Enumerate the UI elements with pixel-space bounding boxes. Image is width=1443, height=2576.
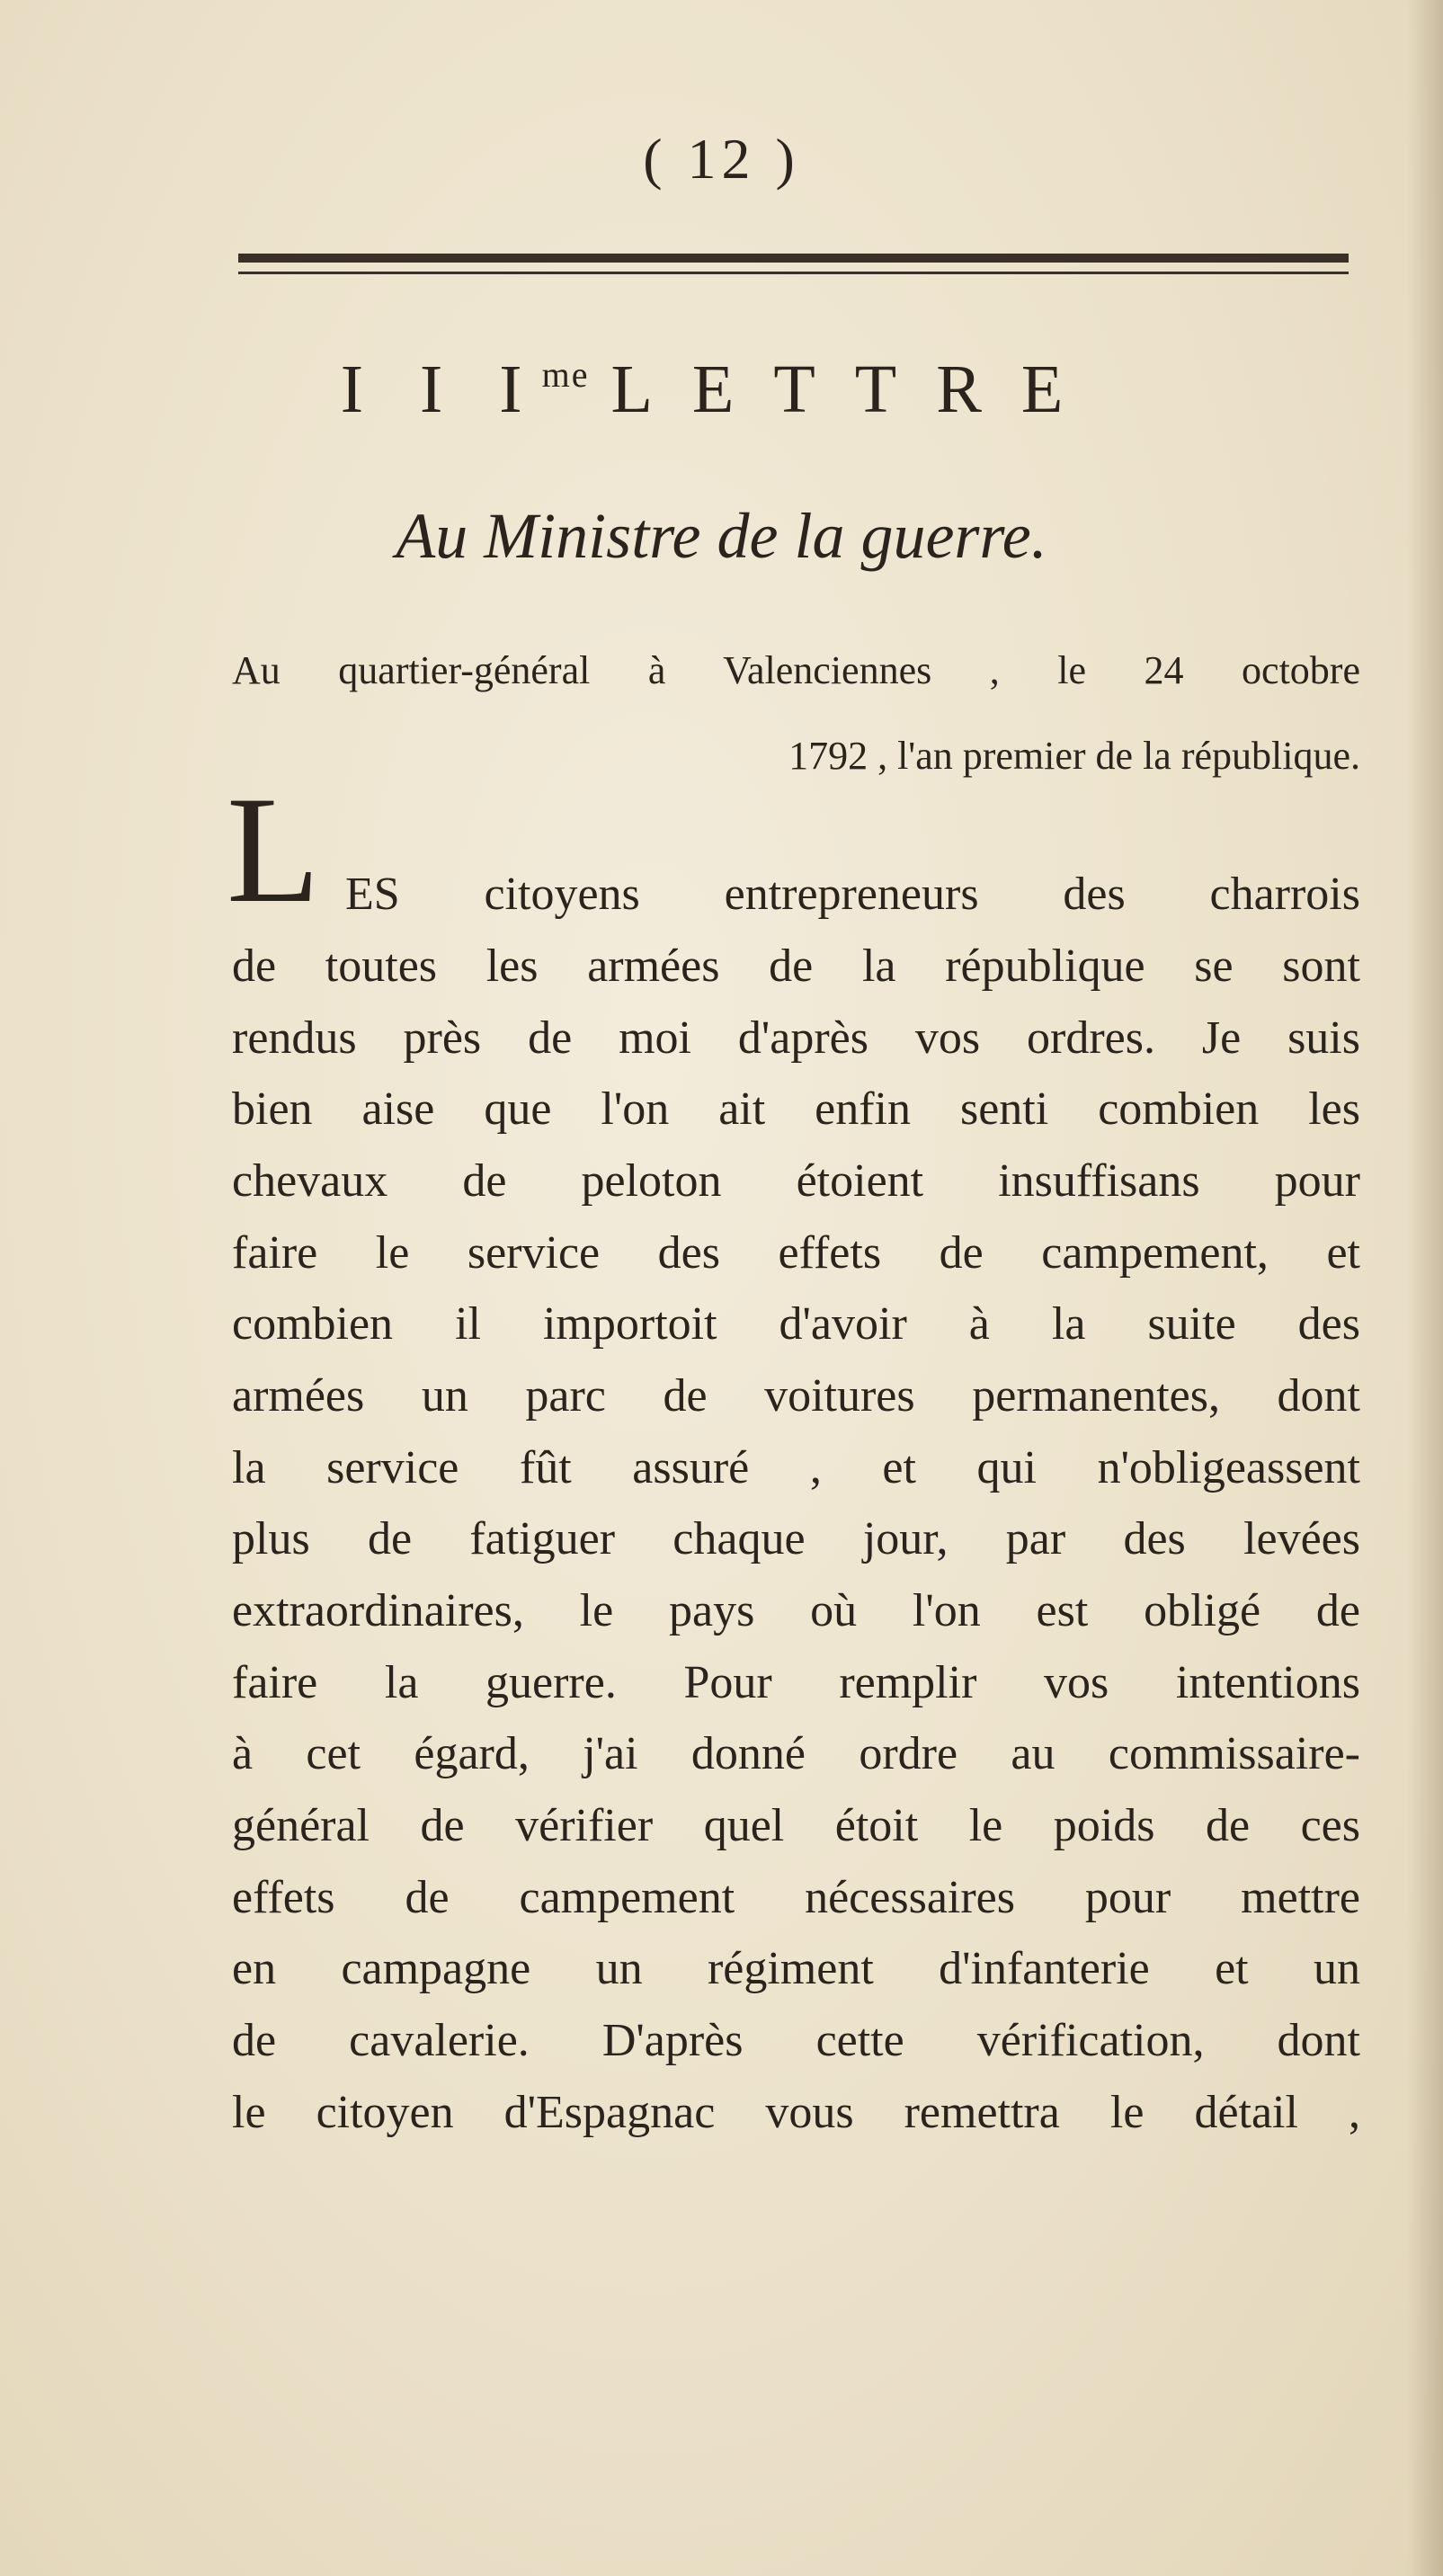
dateline-line-1: Au quartier-général à Valenciennes , le 24 octobre xyxy=(232,648,1360,692)
body-line: ES citoyens entrepreneurs des charrois xyxy=(345,869,1360,920)
heading-word: LETTRE xyxy=(610,352,1103,427)
body-line: chevaux de peloton étoient insuffisans pour xyxy=(232,1155,1360,1207)
body-line: la service fût assuré , et qui n'obligeassent xyxy=(232,1442,1360,1493)
body-line: effets de campement nécessaires pour mettre xyxy=(232,1872,1360,1923)
body-line: le citoyen d'Espagnac vous remettra le détail , xyxy=(232,2087,1360,2138)
body-line: rendus près de moi d'après vos ordres. Je suis xyxy=(232,1012,1360,1064)
body-line: faire la guerre. Pour remplir vos intentions xyxy=(232,1657,1360,1708)
addressee-line: Au Ministre de la guerre. xyxy=(396,500,1047,572)
body-line: de toutes les armées de la république se sont xyxy=(232,940,1360,992)
body-line: général de vérifier quel étoit le poids de ces xyxy=(232,1800,1360,1851)
heading-ordinal: I I $I^{me}$ xyxy=(340,352,590,427)
body-line: armées un parc de voitures permanentes, dont xyxy=(232,1370,1360,1422)
heading-ordinal-suffix: me xyxy=(541,354,590,395)
body-line: en campagne un régiment d'infanterie et un xyxy=(232,1943,1360,1994)
page-number: ( 12 ) xyxy=(643,127,800,191)
body-line: à cet égard, j'ai donné ordre au commissaire- xyxy=(232,1728,1360,1779)
body-line: extraordinaires, le pays où l'on est obligé de xyxy=(232,1585,1360,1636)
header-rule-thick xyxy=(238,254,1349,263)
body-line: faire le service des effets de campement, et xyxy=(232,1227,1360,1279)
drop-cap: L xyxy=(227,765,320,934)
body-line: plus de fatiguer chaque jour, par des levées xyxy=(232,1513,1360,1564)
body-line: combien il importoit d'avoir à la suite des xyxy=(232,1298,1360,1350)
body-line: bien aise que l'on ait enfin senti combien les xyxy=(232,1083,1360,1135)
body-line: de cavalerie. D'après cette vérification, dont xyxy=(232,2015,1360,2066)
header-rule-thin xyxy=(238,272,1349,274)
dateline-line-2: 1792 , l'an premier de la république. xyxy=(788,734,1360,778)
letter-heading xyxy=(0,351,1443,429)
